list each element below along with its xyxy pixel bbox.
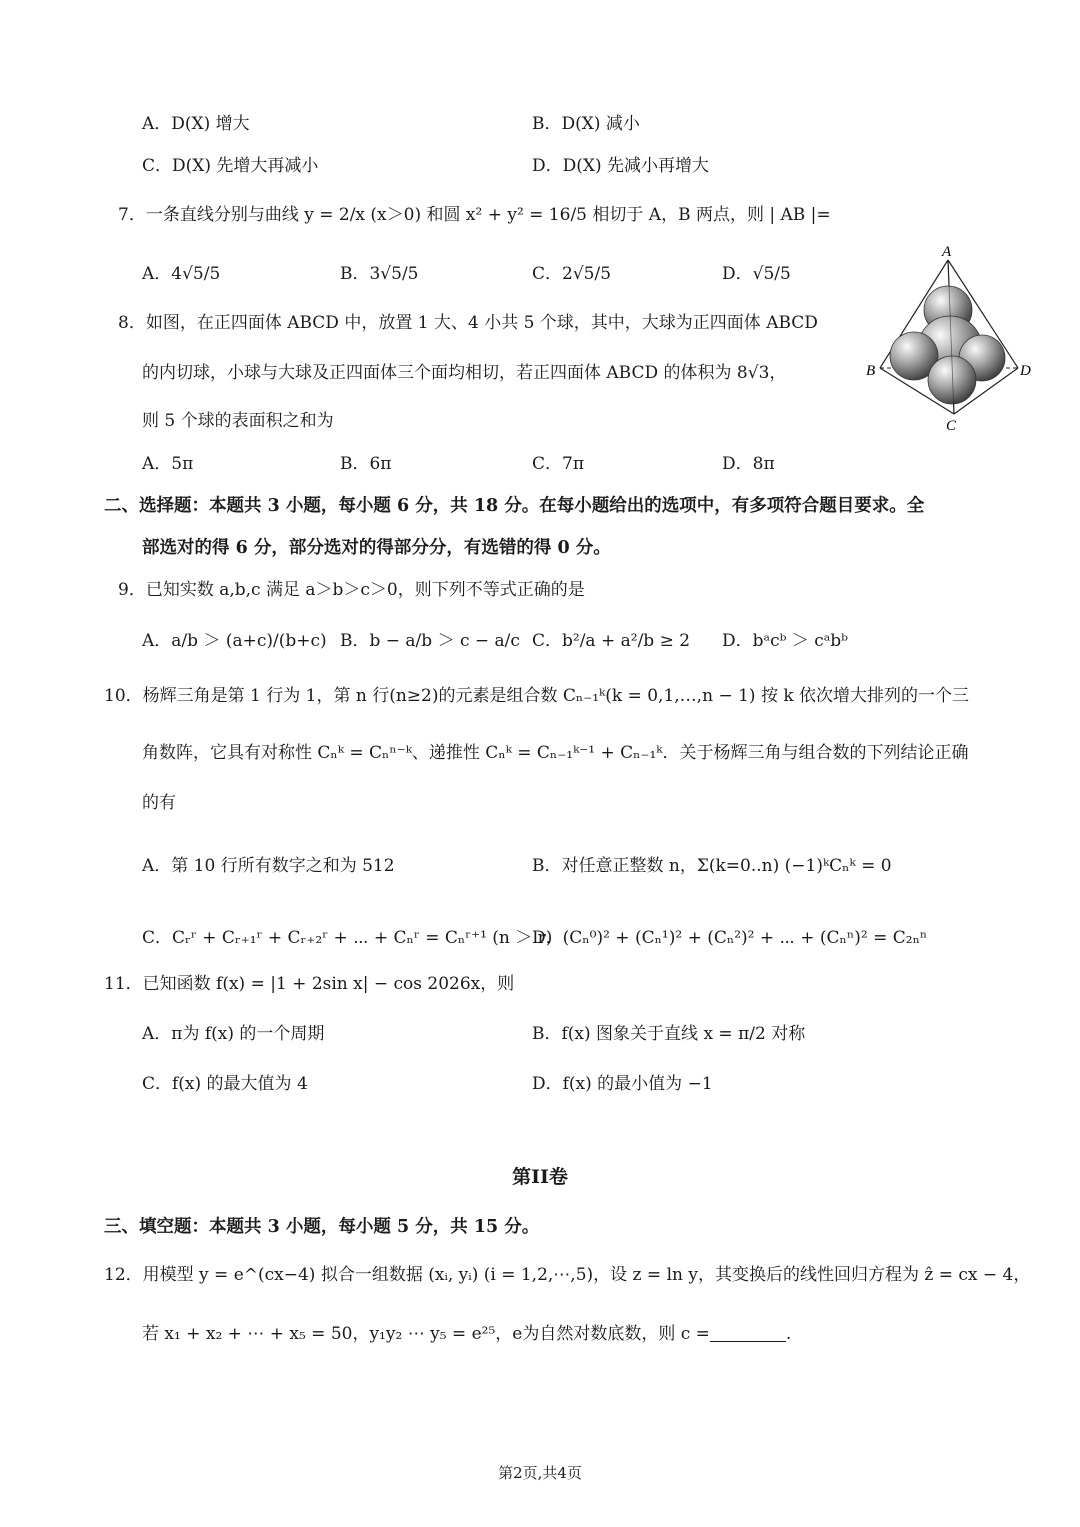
q10-option-a: A．第 10 行所有数字之和为 512 [142,856,395,876]
q10-option-c: C．Cᵣʳ + Cᵣ₊₁ʳ + Cᵣ₊₂ʳ + ⋯ + Cₙʳ = Cₙʳ⁺¹ (n ＞ r) [142,928,553,948]
label-b: B [866,363,876,379]
q12-line-2 [142,1325,791,1343]
q8-option-b: B．6π [340,454,392,474]
q6-option-c: C．D(X) 先增大再减小 [142,156,319,176]
q7-option-b: B．3√5/5 [340,264,419,284]
q10-line-2: 角数阵，它具有对称性 Cₙᵏ = Cₙⁿ⁻ᵏ、递推性 Cₙᵏ = Cₙ₋₁ᵏ⁻¹ + Cₙ₋₁ᵏ．关于杨辉三角与组合数的下列结论正确 [142,743,969,763]
q7-option-d: D．√5/5 [722,264,791,284]
q11-stem: 11．已知函数 f(x) = |1 + 2sin x| − cos 2026x，则 [104,974,515,994]
q8-option-d: D．8π [722,454,775,474]
q9-option-c: C．b²/a + a²/b ≥ 2 [532,631,691,651]
q9-option-d: D．bᵃcᵇ ＞ cᵃbᵇ [722,631,848,651]
answer-blank[interactable] [710,1325,786,1342]
q10-option-b: B．对任意正整数 n，Σ(k=0..n) (−1)ᵏCₙᵏ = 0 [532,856,892,876]
q11-option-a: A．π为 f(x) 的一个周期 [142,1024,325,1044]
q7-option-c: C．2√5/5 [532,264,612,284]
q8-option-c: C．7π [532,454,584,474]
q9-option-b: B．b − a/b ＞ c − a/c [340,631,520,651]
q8-line-2: 的内切球，小球与大球及正四面体三个面均相切，若正四面体 ABCD 的体积为 8√3， [142,363,787,383]
part2-title: 第II卷 [512,1166,568,1188]
label-d: D [1020,363,1031,379]
q7-option-a: A．4√5/5 [142,264,221,284]
section2-heading-line1: 二、选择题：本题共 3 小题，每小题 6 分，共 18 分。在每小题给出的选项中，有多项符合题目要求。全 [104,496,925,516]
label-c: C [946,418,957,434]
q9-stem: 9．已知实数 a,b,c 满足 a＞b＞c＞0，则下列不等式正确的是 [118,580,585,600]
label-a: A [942,244,952,260]
q12-line-1: 12．用模型 y = e^(cx−4) 拟合一组数据 (xᵢ, yᵢ) (i = 1,2,⋯,5)，设 z = ln y，其变换后的线性回归方程为 ẑ = cx − 4， [104,1265,1031,1285]
q10-line-3: 的有 [142,793,176,813]
page-footer: 第2页,共4页 [498,1464,582,1482]
q11-option-b: B．f(x) 图象关于直线 x = π/2 对称 [532,1024,806,1044]
q12-line-2-text: 若 x₁ + x₂ + ⋯ + x₅ = 50，y₁y₂ ⋯ y₅ = e²⁵，e为自然对数底数，则 c = [142,1324,710,1344]
q6-option-b: B．D(X) 减小 [532,114,640,134]
q12-line-2-end: . [785,1324,792,1344]
section3-heading: 三、填空题：本题共 3 小题，每小题 5 分，共 15 分。 [104,1217,540,1237]
q7-stem: 7．一条直线分别与曲线 y = 2/x (x＞0) 和圆 x² + y² = 16/5 相切于 A，B 两点，则 | AB |= [118,205,831,225]
q8-line-3: 则 5 个球的表面积之和为 [142,411,334,431]
q8-option-a: A．5π [142,454,194,474]
q11-option-d: D．f(x) 的最小值为 −1 [532,1074,713,1094]
q6-option-a: A．D(X) 增大 [142,114,250,134]
q9-option-a: A．a/b ＞ (a+c)/(b+c) [142,631,327,651]
q8-line-1: 8．如图，在正四面体 ABCD 中，放置 1 大、4 小共 5 个球，其中，大球为正四面体 ABCD [118,313,818,333]
section2-heading-line2: 部选对的得 6 分，部分选对的得部分分，有选错的得 0 分。 [142,538,611,558]
q6-option-d: D．D(X) 先减小再增大 [532,156,710,176]
q10-line-1: 10．杨辉三角是第 1 行为 1，第 n 行(n≥2)的元素是组合数 Cₙ₋₁ᵏ(k = 0,1,…,n − 1) 按 k 依次增大排列的一个三 [104,686,970,706]
q10-option-d: D．(Cₙ⁰)² + (Cₙ¹)² + (Cₙ²)² + ⋯ + (Cₙⁿ)² = C₂ₙⁿ [532,928,928,948]
tetrahedron-figure [862,244,1042,434]
q11-option-c: C．f(x) 的最大值为 4 [142,1074,308,1094]
